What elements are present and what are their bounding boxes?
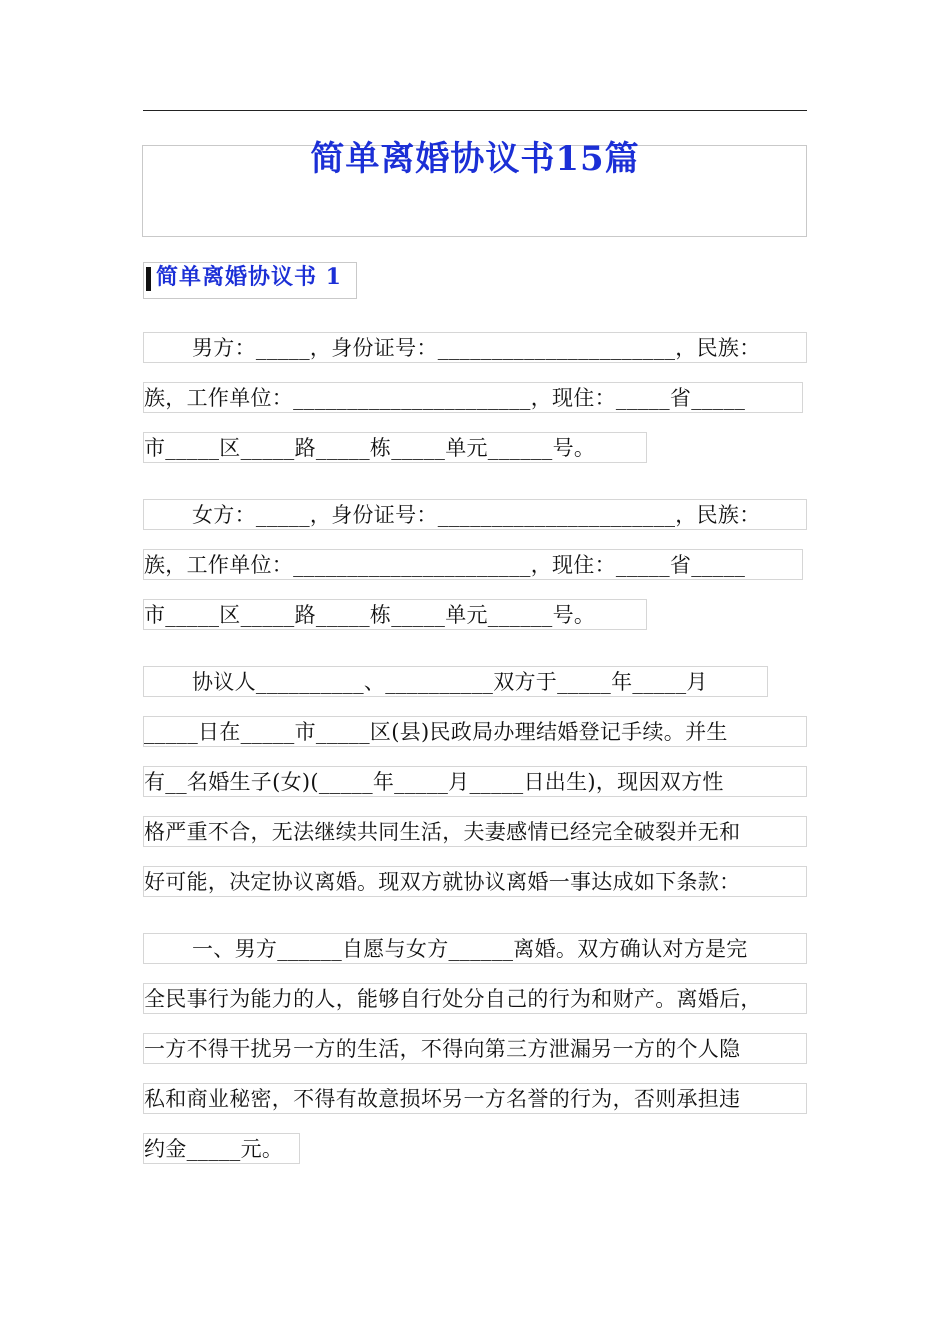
text-line: 族，工作单位：______________________，现住：_____省_____ [143, 549, 803, 580]
text-line: 市_____区_____路_____栋_____单元______号。 [143, 432, 647, 463]
text-line: 族，工作单位：______________________，现住：_____省_____ [143, 382, 803, 413]
text-line: 好可能，决定协议离婚。现双方就协议离婚一事达成如下条款： [143, 866, 807, 897]
text-line: 女方：_____，身份证号：______________________，民族： [143, 499, 807, 530]
text-line: 男方：_____，身份证号：______________________，民族： [143, 332, 807, 363]
section-heading: 简单离婚协议书 1 [156, 264, 342, 290]
text-line: 有__名婚生子(女)(_____年_____月_____日出生)，现因双方性 [143, 766, 807, 797]
header-rule [143, 110, 807, 111]
section-marker [146, 267, 151, 291]
text-line: 市_____区_____路_____栋_____单元______号。 [143, 599, 647, 630]
text-line: 一方不得干扰另一方的生活，不得向第三方泄漏另一方的个人隐 [143, 1033, 807, 1064]
text-line: 协议人__________、__________双方于_____年_____月 [143, 666, 768, 697]
text-line: 约金_____元。 [143, 1133, 300, 1164]
text-line: 全民事行为能力的人，能够自行处分自己的行为和财产。离婚后， [143, 983, 807, 1014]
text-line: 私和商业秘密，不得有故意损坏另一方名誉的行为，否则承担违 [143, 1083, 807, 1114]
text-line: _____日在_____市_____区(县)民政局办理结婚登记手续。并生 [143, 716, 807, 747]
text-line: 格严重不合，无法继续共同生活，夫妻感情已经完全破裂并无和 [143, 816, 807, 847]
document-title: 简单离婚协议书15篇 [310, 139, 640, 179]
text-line: 一、男方______自愿与女方______离婚。双方确认对方是完 [143, 933, 807, 964]
